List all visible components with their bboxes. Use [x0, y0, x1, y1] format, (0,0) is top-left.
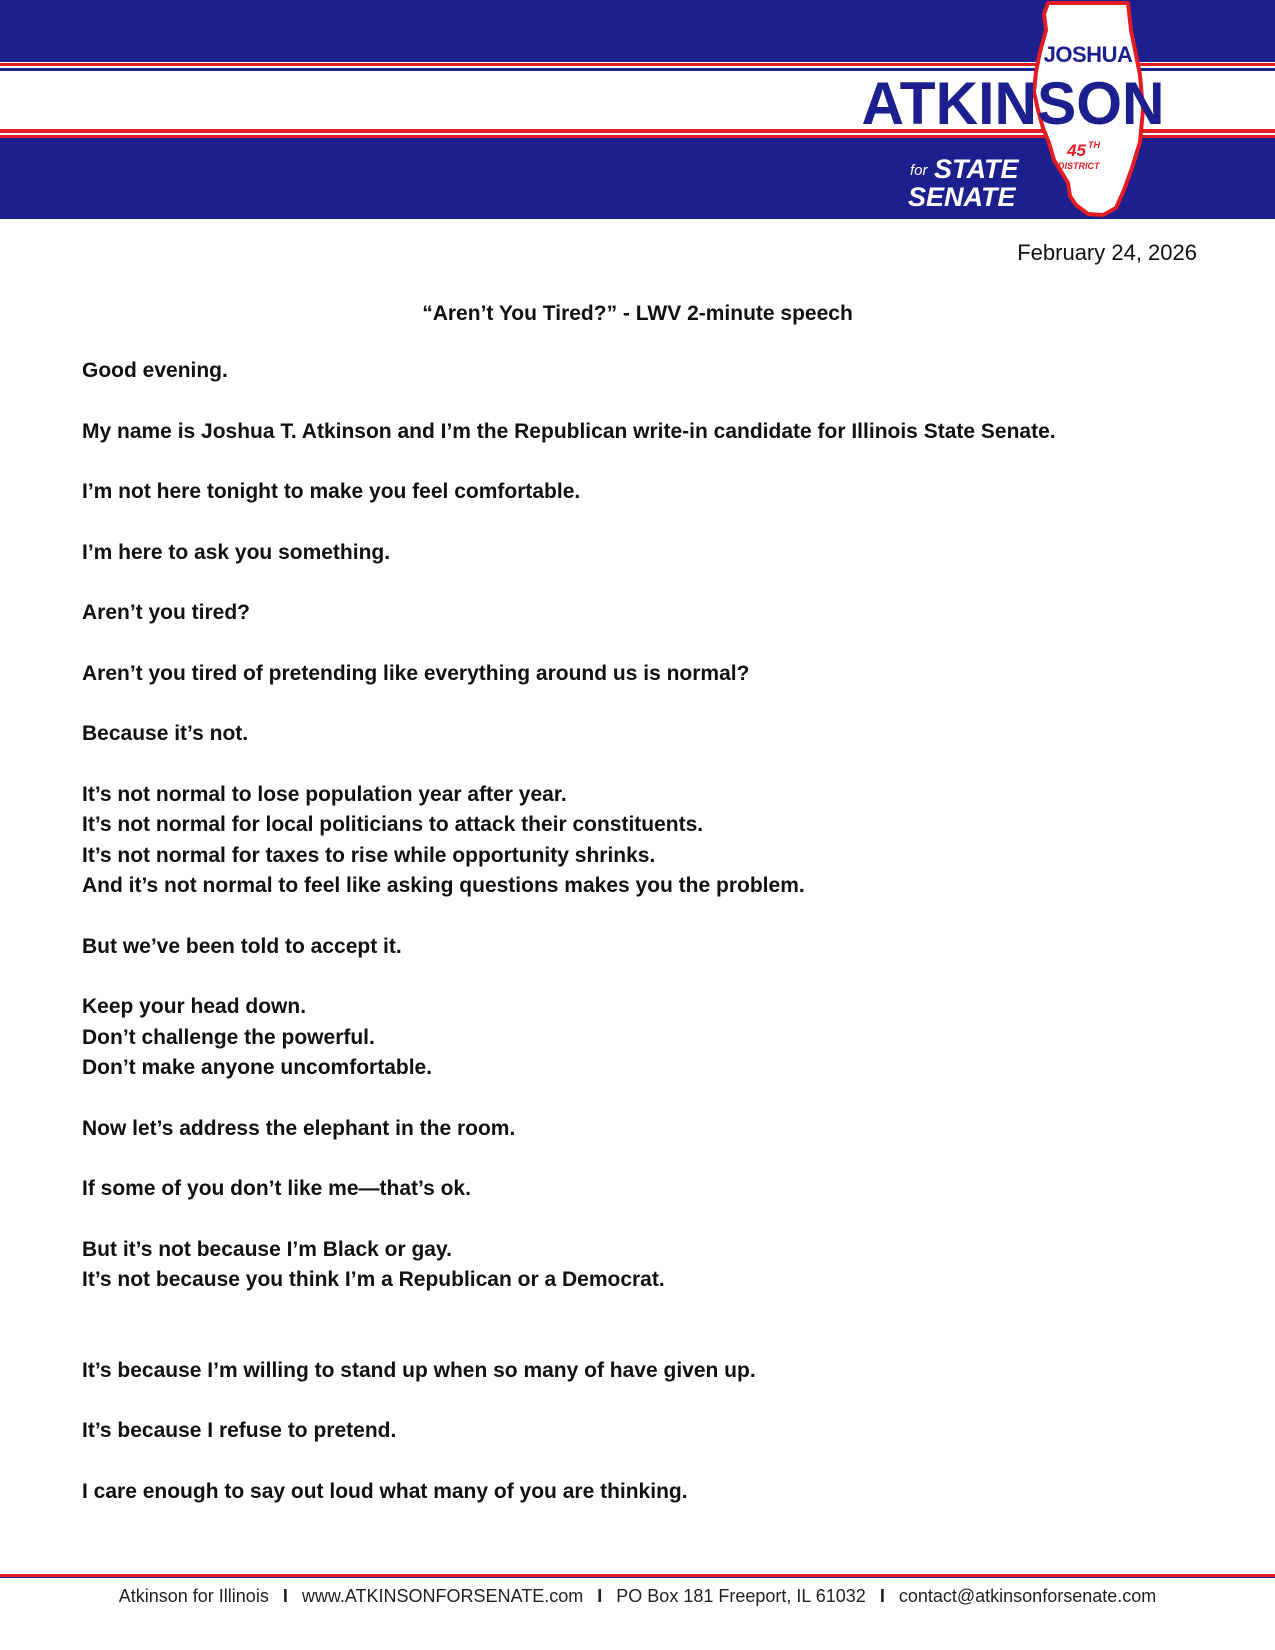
- letterhead-banner: [0, 0, 1275, 222]
- paragraph: [82, 1477, 1192, 1508]
- speech-line: It’s because I’m willing to stand up when so many of have given up.: [82, 1358, 756, 1382]
- paragraph: [82, 719, 1192, 750]
- paragraph: [82, 477, 1192, 508]
- footer-email-link[interactable]: contact@atkinsonforsenate.com: [898, 1586, 1157, 1606]
- speech-line: I’m here to ask you something.: [82, 540, 391, 564]
- district-label: DISTRICT: [1058, 161, 1100, 171]
- paragraph: [82, 659, 1192, 690]
- speech-line: Don’t challenge the powerful.: [82, 1025, 375, 1049]
- footer-separator: I: [879, 1586, 885, 1606]
- speech-title: “Aren’t You Tired?” - LWV 2-minute speech: [422, 302, 853, 325]
- speech-body: [82, 356, 1192, 1537]
- paragraph: [82, 538, 1192, 569]
- speech-line: It’s not because you think I’m a Republican or a Democrat.: [82, 1268, 665, 1291]
- speech-line: If some of you don’t like me—that’s ok.: [82, 1177, 471, 1200]
- speech-line: I care enough to say out loud what many of you are thinking.: [82, 1479, 688, 1503]
- district-number: 45: [1067, 141, 1086, 160]
- footer-org: Atkinson for Illinois: [118, 1586, 269, 1606]
- speech-line: Aren’t you tired?: [82, 601, 251, 624]
- speech-line: It’s because I refuse to pretend.: [82, 1419, 397, 1442]
- paragraph: [82, 780, 1192, 902]
- paragraph: [82, 1416, 1192, 1447]
- paragraph: [82, 1174, 1192, 1205]
- speech-line: Keep your head down.: [82, 995, 307, 1018]
- office-line-2: SENATE: [908, 182, 1016, 212]
- paragraph: [82, 1114, 1192, 1145]
- speech-line: Don’t make anyone uncomfortable.: [82, 1056, 433, 1079]
- footer-divider: [0, 1574, 1275, 1580]
- footer-separator: I: [282, 1586, 288, 1606]
- district-suffix: TH: [1088, 140, 1100, 150]
- speech-line: I’m not here tonight to make you feel comfortable.: [82, 480, 581, 503]
- footer-address: PO Box 181 Freeport, IL 61032: [616, 1586, 866, 1606]
- speech-line: Now let’s address the elephant in the room.: [82, 1116, 516, 1140]
- paragraph: [82, 1235, 1192, 1296]
- speech-line: But it’s not because I’m Black or gay.: [82, 1237, 452, 1261]
- paragraph: [82, 417, 1192, 448]
- speech-line: It’s not normal for taxes to rise while opportunity shrinks.: [82, 843, 656, 867]
- paragraph: [82, 1356, 1192, 1387]
- candidate-first-name: JOSHUA: [1043, 42, 1133, 67]
- speech-line: Aren’t you tired of pretending like everything around us is normal?: [82, 661, 750, 685]
- footer-website-link[interactable]: www.ATKINSONFORSENATE.com: [301, 1586, 584, 1606]
- letter-date: February 24, 2026: [1017, 240, 1197, 265]
- campaign-logo: [0, 0, 1275, 222]
- office-line-1: STATE: [934, 154, 1019, 184]
- speech-line: Because it’s not.: [82, 722, 249, 745]
- speech-line: It’s not normal to lose population year after year.: [82, 782, 567, 806]
- paragraph: [82, 598, 1192, 629]
- speech-line: It’s not normal for local politicians to attack their constituents.: [82, 813, 704, 836]
- paragraph: [82, 356, 1192, 387]
- office-for-label: for: [910, 162, 928, 179]
- paragraph: [82, 992, 1192, 1084]
- footer-contact: [0, 1586, 1275, 1607]
- paragraph: [82, 932, 1192, 963]
- speech-line: My name is Joshua T. Atkinson and I’m the Republican write-in candidate for Illinois State Senate.: [82, 419, 1056, 443]
- speech-line: But we’ve been told to accept it.: [82, 934, 402, 958]
- candidate-last-name: ATKINSON: [861, 70, 1165, 137]
- speech-line: And it’s not normal to feel like asking questions makes you the problem.: [82, 874, 805, 897]
- footer-separator: I: [597, 1586, 603, 1606]
- speech-line: Good evening.: [82, 359, 228, 382]
